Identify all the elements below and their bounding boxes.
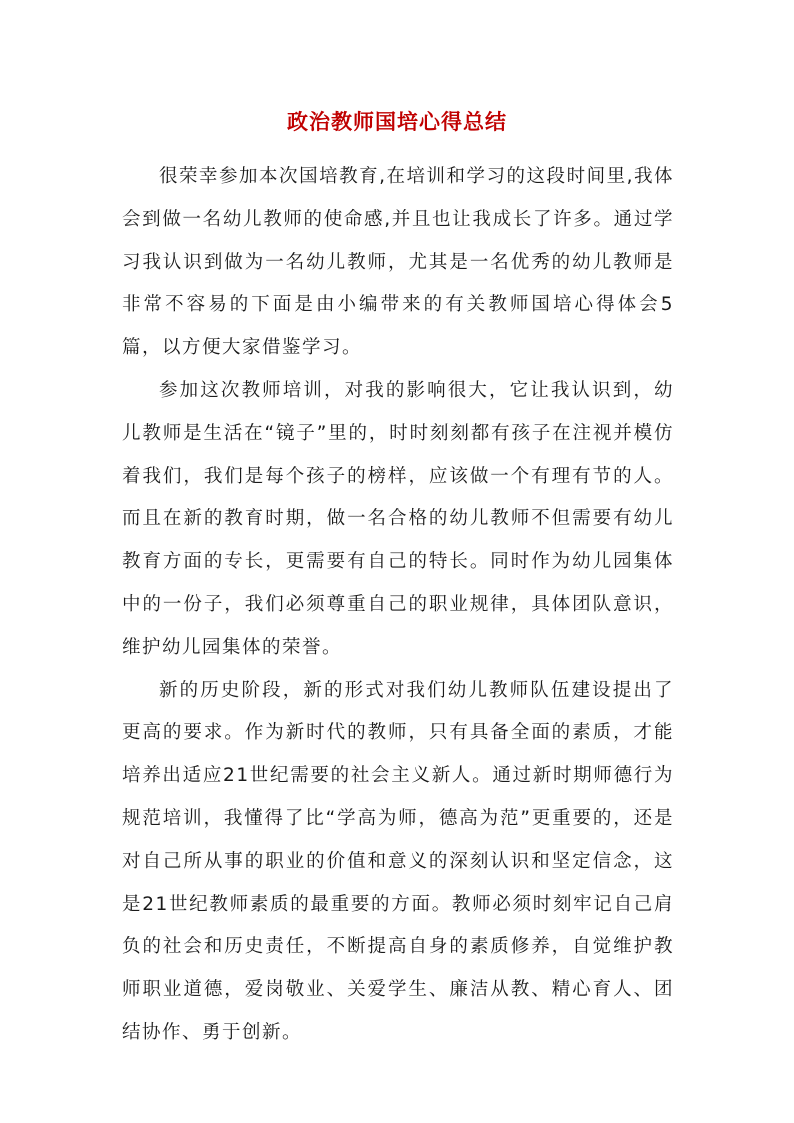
document-title: 政治教师国培心得总结 — [287, 109, 507, 134]
paragraph-1: 很荣幸参加本次国培教育,在培训和学习的这段时间里,我体会到做一名幼儿教师的使命感,并且也让我成长了许多。通过学习我认识到做为一名幼儿教师，尤其是一名优秀的幼儿教师是非常不容易的下面是由小编带来的有关教师国培心得体会5篇，以方便大家借鉴学习。 — [122, 166, 674, 359]
paragraph-3: 新的历史阶段，新的形式对我们幼儿教师队伍建设提出了更高的要求。作为新时代的教师，只有具备全面的素质，才能培养出适应21世纪需要的社会主义新人。通过新时期师德行为规范培训，我懂得了比“学高为师，德高为范”更重要的，还是对自己所从事的职业的价值和意义的深刻认识和坚定信念，这是21世纪教师素质的最重要的方面。教师必须时刻牢记自己肩负的社会和历史责任，不断提高自身的素质修养，自觉维护教师职业道德，爱岗敬业、关爱学生、廉洁从教、精心育人、团结协作、勇于创新。 — [122, 679, 674, 1043]
document-body — [122, 156, 674, 1055]
paragraph-2: 参加这次教师培训，对我的影响很大，它让我认识到，幼儿教师是生活在“镜子”里的，时时刻刻都有孩子在注视并模仿着我们，我们是每个孩子的榜样，应该做一个有理有节的人。而且在新的教育时期，做一名合格的幼儿教师不但需要有幼儿教育方面的专长，更需要有自己的特长。同时作为幼儿园集体中的一份子，我们必须尊重自己的职业规律，具体团队意识，维护幼儿园集体的荣誉。 — [122, 379, 674, 658]
